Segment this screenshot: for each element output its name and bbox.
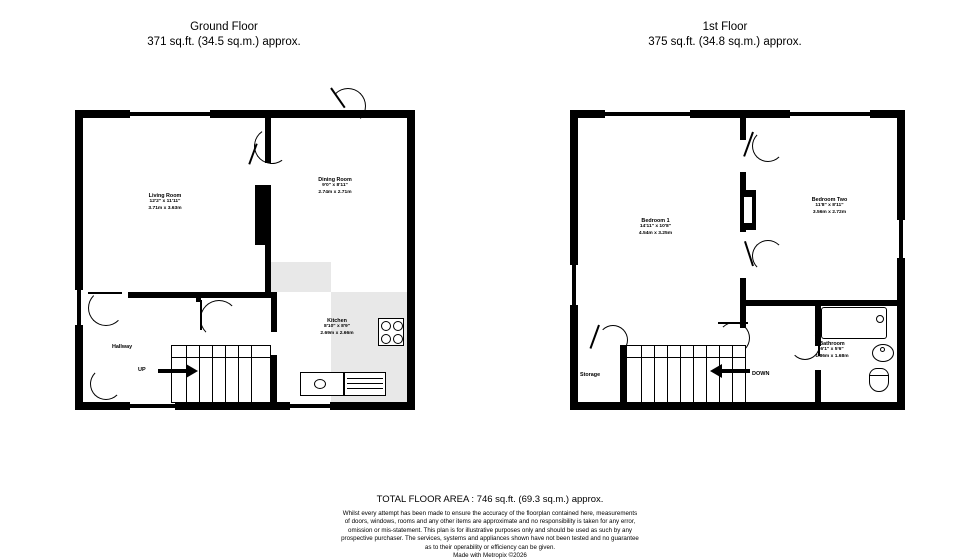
- wall1-bottom: [570, 402, 905, 410]
- wall-kitchen-hall-2: [271, 355, 277, 405]
- door-leaf-landing: [718, 322, 748, 324]
- door-arc-dining-1: [251, 125, 293, 167]
- room-name-living-room: Living Room: [148, 193, 182, 199]
- stair1-step-6: [706, 345, 707, 403]
- hob-ring-2: [393, 321, 403, 331]
- room-name-storage: Storage: [580, 372, 601, 378]
- wall-left-upper: [75, 110, 83, 290]
- door-arc-bed2: [752, 130, 784, 162]
- stair-step-6: [251, 345, 252, 403]
- door-arc-bed1: [752, 240, 784, 272]
- wall-top-left: [75, 110, 130, 118]
- basin-tap: [880, 347, 885, 352]
- stair1-step-2: [654, 345, 655, 403]
- hob-ring-1: [381, 321, 391, 331]
- window1-right-bed2: [899, 220, 903, 258]
- room-name-bedroom-two: Bedroom Two: [811, 197, 848, 203]
- stair-arrow-shaft-up: [158, 369, 188, 373]
- cupboard-interior: [743, 196, 753, 224]
- room-dim-ft-bedroom-two: 11'8" x 8'11": [815, 203, 844, 209]
- window-bottom-hall: [130, 404, 175, 408]
- room-dim-m-bedroom-two: 3.56m x 2.72m: [812, 209, 847, 215]
- first-floor-title-line1: 1st Floor: [702, 21, 748, 33]
- room-dim-m-living-room: 3.71m x 3.63m: [148, 205, 182, 211]
- wall1-right-lower: [897, 258, 905, 410]
- wall1-right-upper: [897, 110, 905, 220]
- wall-top-mid: [210, 110, 270, 118]
- wall-left-mid: [75, 325, 83, 365]
- drainer: [344, 372, 386, 396]
- bath-tub: [821, 307, 887, 339]
- stair-step-3: [212, 345, 213, 403]
- room-label-hallway: [112, 344, 172, 350]
- sink-bowl: [314, 379, 326, 389]
- wall1-left-upper: [570, 110, 578, 265]
- toilet-cistern-line: [869, 375, 889, 376]
- stair-arrow-head-down: [710, 364, 722, 378]
- stair-top-rail: [171, 357, 271, 358]
- room-dim-ft-dining-room: 9'0" x 8'11": [322, 183, 348, 189]
- stair1-step-8: [732, 345, 733, 403]
- room-dim-ft-bedroom-1: 14'11" x 10'8": [639, 224, 672, 230]
- room-dim-ft-bathroom: 6'1" x 5'6": [820, 347, 844, 353]
- room-dim-m-dining-room: 2.74m x 2.71m: [318, 189, 352, 195]
- door-arc-storage: [598, 325, 628, 355]
- disclaimer-line-3: omission or mis-statement. This plan is for illustrative purposes only and should be used as such by any: [348, 526, 632, 534]
- stair-step-5: [238, 345, 239, 403]
- made-with-credit: Made with Metropix ©2026: [453, 552, 527, 560]
- room-label-kitchen: [292, 318, 382, 337]
- wall1-left-lower: [570, 305, 578, 410]
- stair1-step-5: [693, 345, 694, 403]
- stair1-step-3: [667, 345, 668, 403]
- wall-kitchen-hall-1: [271, 292, 277, 332]
- wall1-internal-a: [740, 118, 746, 140]
- hob-ring-3: [381, 334, 391, 344]
- room-dim-m-bedroom-1: 4.54m x 3.25m: [638, 230, 673, 236]
- staircase-first: [626, 345, 746, 403]
- toilet: [869, 368, 889, 392]
- floor-patch-dining: [271, 262, 331, 292]
- room-label-bathroom: [792, 341, 872, 360]
- window1-top-bed1: [605, 112, 690, 116]
- stair-arrow-head-up: [186, 364, 198, 378]
- first-floor-title: [545, 20, 905, 50]
- door-arc-hall: [200, 300, 238, 338]
- wall1-top-mid: [690, 110, 740, 118]
- first-floor-title-line2: 375 sq.ft. (34.8 sq.m.) approx.: [648, 36, 802, 48]
- hob-ring-4: [393, 334, 403, 344]
- room-label-bedroom-two: [782, 197, 877, 216]
- room-dim-ft-kitchen: 8'10" x 8'9": [323, 324, 350, 330]
- stair1-step-4: [680, 345, 681, 403]
- room-name-dining-room: Dining Room: [318, 177, 352, 183]
- room-name-hallway: Hallway: [112, 344, 133, 350]
- door-arc-front-hall: [90, 368, 122, 400]
- wall1-bath-left-2: [815, 370, 821, 402]
- room-dim-m-kitchen: 2.69m x 2.66m: [320, 330, 354, 336]
- bath-tap: [876, 315, 884, 323]
- stair-direction-label-down: DOWN: [752, 371, 770, 377]
- room-dim-ft-living-room: 12'2" x 11'11": [149, 199, 181, 205]
- ground-floor-title: [44, 20, 404, 50]
- room-label-bedroom-1: [608, 218, 703, 237]
- ground-floor-title-line1: Ground Floor: [190, 21, 258, 33]
- wall-bottom-right: [330, 402, 415, 410]
- room-name-bedroom-1: Bedroom 1: [641, 218, 670, 224]
- stair1-top-rail: [626, 357, 746, 358]
- stair-step-4: [225, 345, 226, 403]
- disclaimer-line-5: as to their operability or efficiency can be given.: [424, 543, 556, 551]
- wall-bottom-left: [75, 402, 130, 410]
- window-top-living: [130, 112, 210, 116]
- stair-step-2: [199, 345, 200, 403]
- disclaimer-line-1: Whilst every attempt has been made to ensure the accuracy of the floorplan contained here, measurements: [342, 510, 638, 517]
- wall-right: [407, 110, 415, 410]
- wall1-top-mid2: [740, 110, 790, 118]
- window1-left-bed1: [572, 265, 576, 305]
- stair1-step-1: [641, 345, 642, 403]
- room-label-dining-room: [290, 177, 380, 196]
- door-arc-living: [88, 290, 124, 326]
- window-bottom-kitchen: [290, 404, 330, 408]
- drainer-groove-2: [347, 383, 383, 384]
- room-dim-m-bathroom: 1.86m x 1.68m: [815, 353, 849, 359]
- room-name-bathroom: Bathroom: [819, 341, 845, 347]
- wall1-bath-top: [746, 300, 898, 306]
- total-floor-area: TOTAL FLOOR AREA : 746 sq.ft. (69.3 sq.m.) approx.: [376, 494, 604, 505]
- window1-top-bed2: [790, 112, 870, 116]
- room-label-living-room: [120, 193, 210, 212]
- footer-block: [0, 494, 980, 560]
- room-name-kitchen: Kitchen: [327, 318, 347, 324]
- window-left-living: [77, 290, 81, 325]
- door-leaf-hall: [200, 300, 202, 330]
- chimney-breast: [255, 185, 271, 245]
- stair-direction-label-up: UP: [138, 367, 146, 373]
- ground-floor-title-line2: 371 sq.ft. (34.5 sq.m.) approx.: [147, 36, 301, 48]
- disclaimer-line-2: of doors, windows, rooms and any other items are approximate and no responsibility is taken for any error,: [344, 518, 636, 526]
- drainer-groove-3: [347, 388, 383, 389]
- disclaimer-line-4: prospective purchaser. The services, systems and appliances shown have not been tested and no guarantee: [341, 535, 639, 543]
- stair-arrow-shaft-down: [722, 369, 750, 373]
- door-leaf-living: [88, 292, 122, 294]
- drainer-groove-1: [347, 378, 383, 379]
